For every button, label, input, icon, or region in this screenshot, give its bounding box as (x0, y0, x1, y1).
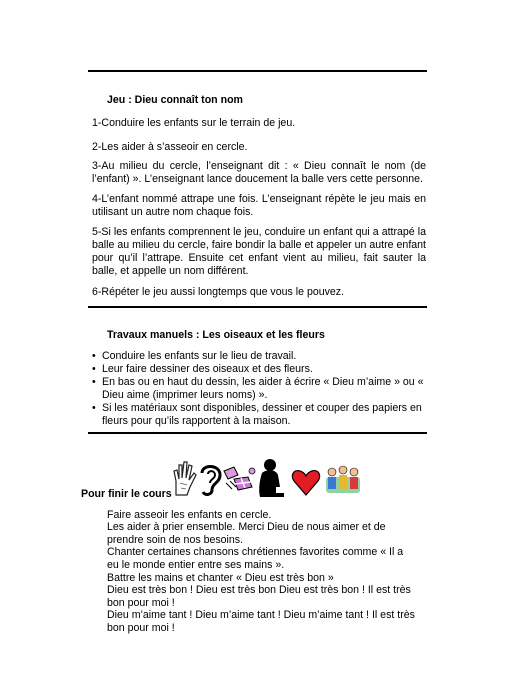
closing-line: Dieu est très bon ! Dieu est très bon Dieu est très bon ! Il est très bon pour moi ! (107, 584, 411, 609)
closing-line: Battre les mains et chanter « Dieu est très bon » (107, 572, 334, 584)
game-step-5: 5-Si les enfants comprennent le jeu, conduire un enfant qui a attrapé la balle au milieu du cercle, faire bondir la balle et appeler un autre enfant pour qu’il l’attrape. Ensuite cet enfant vient au milieu, fait sauter la balle, et appelle un nom différent. (92, 226, 426, 277)
list-item: • En bas ou en haut du dessin, les aider à écrire « Dieu m’aime » ou « Dieu aime (imprimer leurs noms) ». (92, 376, 426, 402)
game-title: Jeu : Dieu connaît ton nom (107, 94, 243, 106)
crafts-title: Travaux manuels : Les oiseaux et les fleurs (107, 329, 325, 341)
ear-icon (202, 466, 220, 494)
top-divider (88, 70, 427, 72)
game-step-4: 4-L’enfant nommé attrape une fois. L’enseignant répète le jeu mais en utilisant un autre nom chaque fois. (92, 193, 426, 218)
list-item: • Leur faire dessiner des oiseaux et des fleurs. (92, 363, 426, 376)
gift-icon (224, 467, 255, 490)
children-group-icon (326, 466, 360, 493)
list-item: • Si les matériaux sont disponibles, dessiner et couper des papiers en fleurs pour qu’ils rapportent à la maison. (92, 402, 426, 428)
game-step-1: 1-Conduire les enfants sur le terrain de jeu. (92, 117, 296, 129)
crafts-list (92, 350, 426, 428)
closing-line: Chanter certaines chansons chrétiennes favorites comme « Il a eu le monde entier entre ses mains ». (107, 546, 404, 571)
game-step-6: 6-Répéter le jeu aussi longtemps que vous le pouvez. (92, 286, 345, 298)
closing-title: Pour finir le cours (81, 488, 172, 500)
closing-line: Faire asseoir les enfants en cercle. (107, 509, 272, 521)
closing-line: Dieu m’aime tant ! Dieu m’aime tant ! Dieu m’aime tant ! Il est très bon pour moi ! (107, 609, 415, 634)
list-item: • Conduire les enfants sur le lieu de travail. (92, 350, 426, 363)
kneeling-child-icon (259, 459, 284, 497)
middle-divider-2 (88, 432, 427, 434)
heart-icon (292, 471, 319, 495)
hand-icon (174, 462, 196, 495)
activity-icons (172, 459, 362, 499)
game-step-2: 2-Les aider à s’asseoir en cercle. (92, 141, 248, 153)
game-step-3: 3-Au milieu du cercle, l’enseignant dit : « Dieu connaît le nom (de l’enfant) ». L’enseignant lance doucement la balle vers cette personne. (92, 160, 426, 185)
closing-line: Les aider à prier ensemble. Merci Dieu de nous aimer et de prendre soin de nos besoins. (107, 521, 386, 546)
middle-divider-1 (88, 306, 427, 308)
